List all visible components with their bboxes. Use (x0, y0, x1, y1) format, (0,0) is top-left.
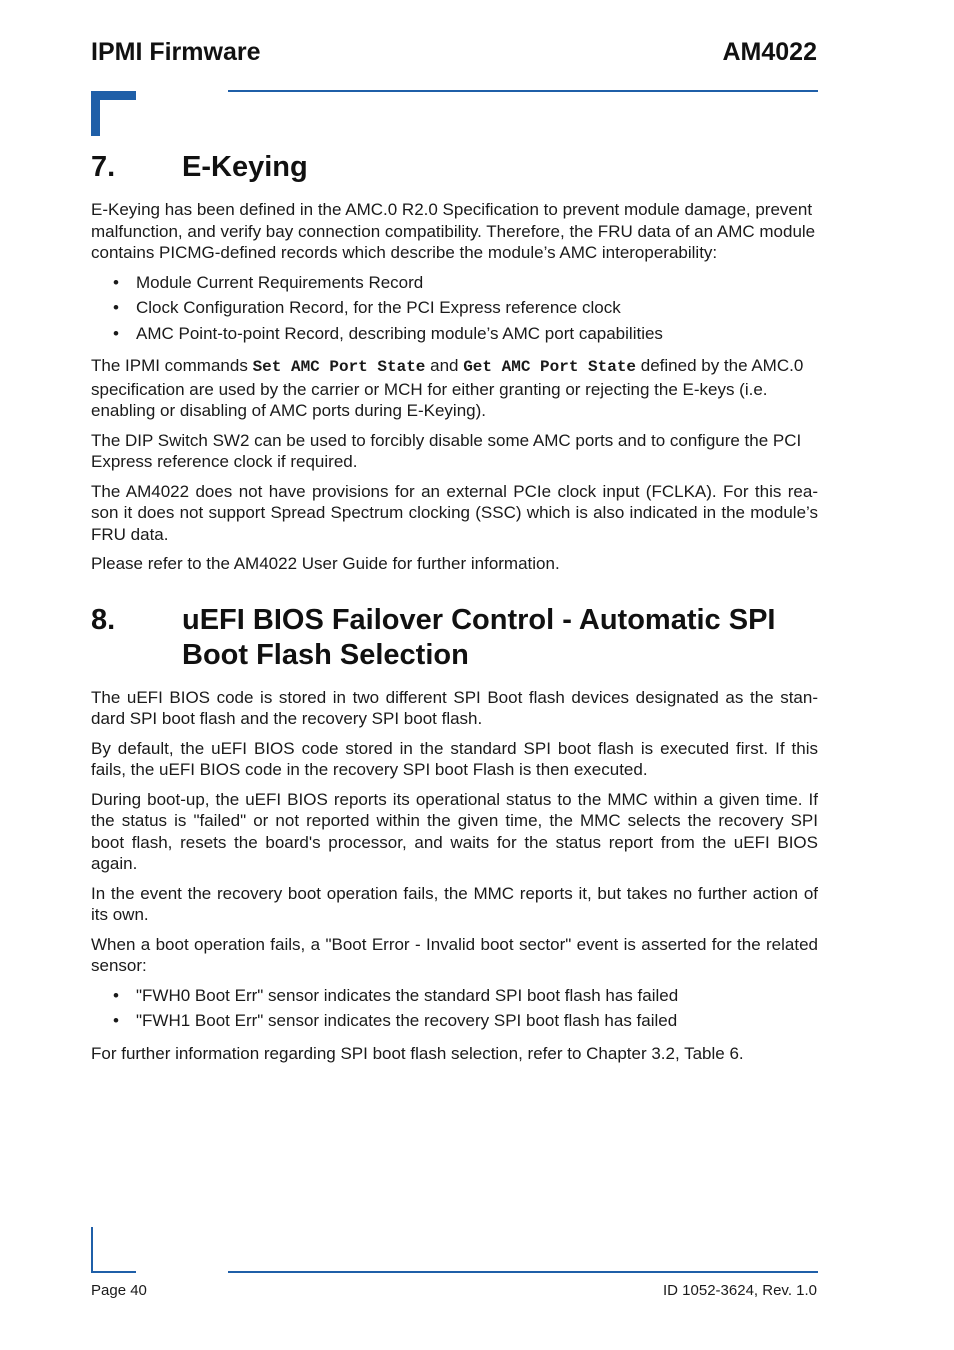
corner-mark-top (91, 91, 136, 136)
list-item: • "FWH0 Boot Err" sensor indicates the standard SPI boot flash has failed (91, 985, 818, 1007)
section-heading-uefi (91, 603, 818, 673)
section-title: uEFI BIOS Failover Control - Automatic SPI Boot Flash Selection (182, 603, 776, 671)
boot-err-sensor-list (91, 985, 818, 1032)
header-title: IPMI Firmware (91, 38, 261, 66)
page-number: Page 40 (91, 1282, 147, 1299)
get-amc-port-state-command: Get AMC Port State (463, 358, 637, 376)
footer-rule (228, 1271, 818, 1273)
uefi-paragraph-4: In the event the recovery boot operation fails, the MMC reports it, but takes no further action of its own. (91, 883, 818, 924)
fclka-paragraph: The AM4022 does not have provisions for an external PCIe clock input (FCLKA). For this rea-son it does not support Spread Spectrum clocking (SSC) which is also indicated in the module’s FRU data. (91, 481, 818, 544)
section-number: 8. (91, 603, 116, 636)
header-product: AM4022 (722, 38, 817, 66)
dip-switch-paragraph: The DIP Switch SW2 can be used to forcibly disable some AMC ports and to configure the PCI Express reference clock if required. (91, 430, 802, 471)
document-id: ID 1052-3624, Rev. 1.0 (663, 1282, 817, 1299)
header-rule (228, 90, 818, 92)
list-item: • "FWH1 Boot Err" sensor indicates the recovery SPI boot flash has failed (91, 1010, 818, 1032)
page-content (91, 150, 818, 1072)
section-number: 7. (91, 151, 116, 183)
list-item: • Module Current Requirements Record (91, 272, 818, 294)
set-amc-port-state-command: Set AMC Port State (252, 358, 426, 376)
refer-paragraph: Please refer to the AM4022 User Guide for further information. (91, 554, 560, 573)
uefi-paragraph-1: The uEFI BIOS code is stored in two different SPI Boot flash devices designated as the stan-dard SPI boot flash and the recovery SPI boot flash. (91, 687, 818, 728)
list-item: • Clock Configuration Record, for the PCI Express reference clock (91, 297, 818, 319)
uefi-paragraph-6: For further information regarding SPI boot flash selection, refer to Chapter 3.2, Table 6. (91, 1043, 744, 1063)
uefi-paragraph-5: When a boot operation fails, a "Boot Error - Invalid boot sector" event is asserted for the related sensor: (91, 934, 818, 975)
section-title: E-Keying (182, 151, 308, 183)
list-item: • AMC Point-to-point Record, describing module’s AMC port capabilities (91, 323, 818, 345)
uefi-paragraph-2: By default, the uEFI BIOS code stored in the standard SPI boot flash is executed first. If this fails, the uEFI BIOS code in the recovery SPI boot Flash is then executed. (91, 738, 818, 779)
ekeying-records-list (91, 272, 818, 345)
ekeying-intro: E-Keying has been defined in the AMC.0 R2.0 Specification to prevent module damage, prevent malfunction, and verify bay connection compatibility. Therefore, the FRU data of an AMC module contains PICMG-defined records which describe the module’s AMC interoperability: (91, 200, 816, 262)
ipmi-commands-paragraph: The IPMI commands Set AMC Port State and Get AMC Port State defined by the AMC.0 specification are used by the carrier or MCH for either granting or rejecting the E-keys (i.e. enabling or disabling of AMC ports during E-Keying). (91, 356, 804, 420)
corner-mark-bottom (91, 1227, 136, 1273)
section-heading-ekeying (91, 150, 818, 185)
uefi-paragraph-3: During boot-up, the uEFI BIOS reports its operational status to the MMC within a given time. If the status is "failed" or not reported within the given time, the MMC selects the recovery SPI boot flash, resets the board's processor, and waits for the status report from the uEFI BIOS again. (91, 789, 818, 873)
